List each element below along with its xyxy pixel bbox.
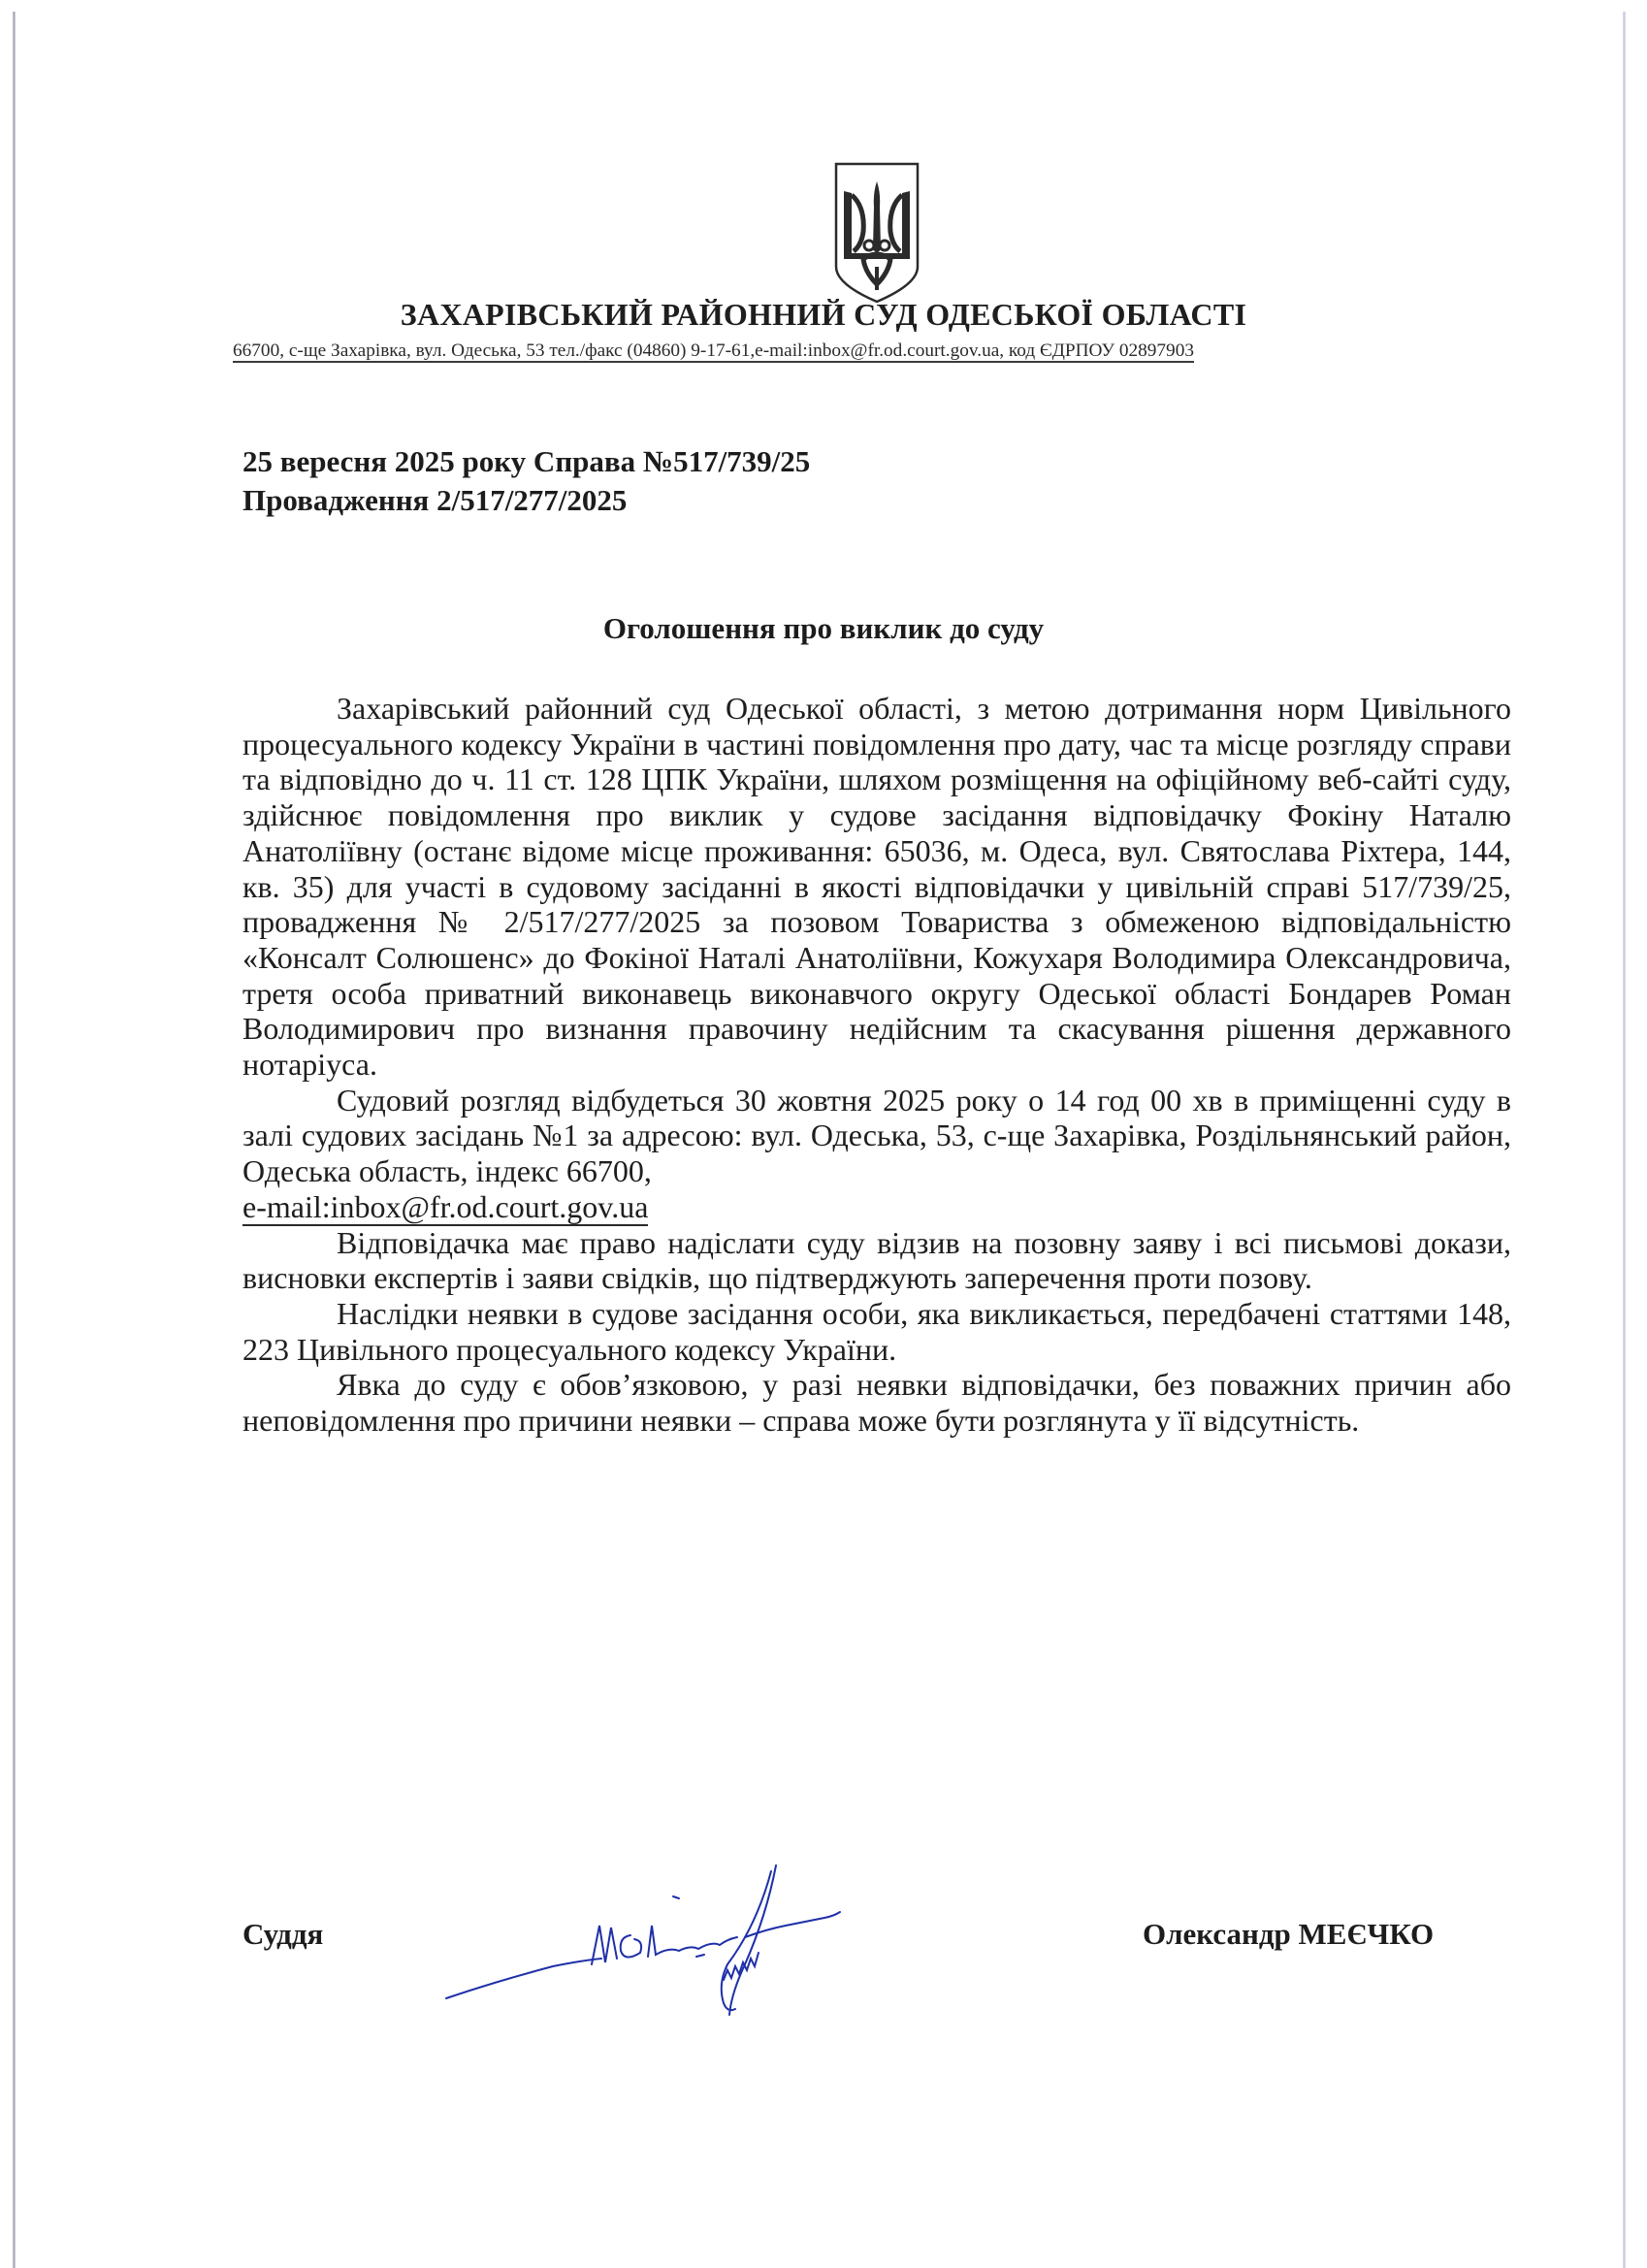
- notice-paragraph-hearing: [242, 1083, 1511, 1225]
- signer-role: Суддя: [242, 1917, 324, 1951]
- notice-paragraph-rights: Відповідачка має право надіслати суду відзив на позовну заяву і всі письмові докази, висновки експертів і заяви свідків, що підтверджують заперечення проти позову.: [242, 1224, 1511, 1296]
- signer-name: Олександр МЕЄЧКО: [1143, 1917, 1435, 1951]
- court-name-heading: ЗАХАРІВСЬКИЙ РАЙОННИЙ СУД ОДЕСЬКОЇ ОБЛАСТІ: [400, 297, 1247, 332]
- court-email-link[interactable]: e-mail:inbox@fr.od.court.gov.ua: [242, 1188, 649, 1224]
- notice-paragraph-consequences: Наслідки неявки в судове засідання особи, яка викликається, передбачені статтями 148, 223 Цивільного процесуального кодексу України.: [242, 1295, 1511, 1367]
- court-address-text: 66700, с-ще Захарівка, вул. Одеська, 53 тел./факс (04860) 9-17-61,e-mail:inbox@fr.od.court.gov.ua, код ЄДРПОУ 02897903: [233, 340, 1194, 361]
- date-case-number: 25 вересня 2025 року Справа №517/739/25: [242, 444, 811, 478]
- notice-paragraph-attendance: Явка до суду є обов’язковою, у разі неявки відповідачки, без поважних причин або неповідомлення про причини неявки – справа може бути розглянута у її відсутність.: [242, 1367, 1511, 1439]
- proceeding-number: Провадження 2/517/277/2025: [242, 483, 628, 517]
- scan-edge-left: [13, 12, 16, 2268]
- notice-title: Оголошення про виклик до суду: [602, 611, 1045, 645]
- notice-body: [242, 691, 1511, 1439]
- trident-coat-of-arms-icon: [830, 160, 923, 306]
- handwritten-signature-icon: [436, 1858, 1018, 2023]
- court-address-line: [233, 340, 1494, 362]
- notice-paragraph-summons: Захарівський районний суд Одеської області, з метою дотримання норм Цивільного процесуального кодексу України в частині повідомлення про дату, час та місце розгляду справи та відповідно до ч. 11 ст. 128 ЦПК України, шляхом розміщення на офіційному веб-сайті суду, здійснює повідомлення про виклик у судове засідання відповідачку Фокіну Наталю Анатоліївну (останє відоме місце проживання: 65036, м. Одеса, вул. Святослава Ріхтера, 144, кв. 35) для участі в судовому засіданні в якості відповідачки у цивільній справі 517/739/25, провадження № 2/517/277/2025 за позовом Товариства з обмеженою відповідальністю «Консалт Солюшенс» до Фокіної Наталі Анатоліївни, Кожухаря Володимира Олександровича, третя особа приватний виконавець виконавчого округу Одеської області Бондарев Роман Володимирович про визнання правочину недійсним та скасування рішення державного нотаріуса.: [242, 691, 1511, 1083]
- scan-edge-right: [1623, 12, 1626, 2268]
- hearing-details: Судовий розгляд відбудеться 30 жовтня 2025 року о 14 год 00 хв в приміщенні суду в залі судових засідань №1 за адресою: вул. Одеська, 53, с-ще Захарівка, Роздільнянський район, Одеська область, індекс 66700,: [242, 1082, 1511, 1189]
